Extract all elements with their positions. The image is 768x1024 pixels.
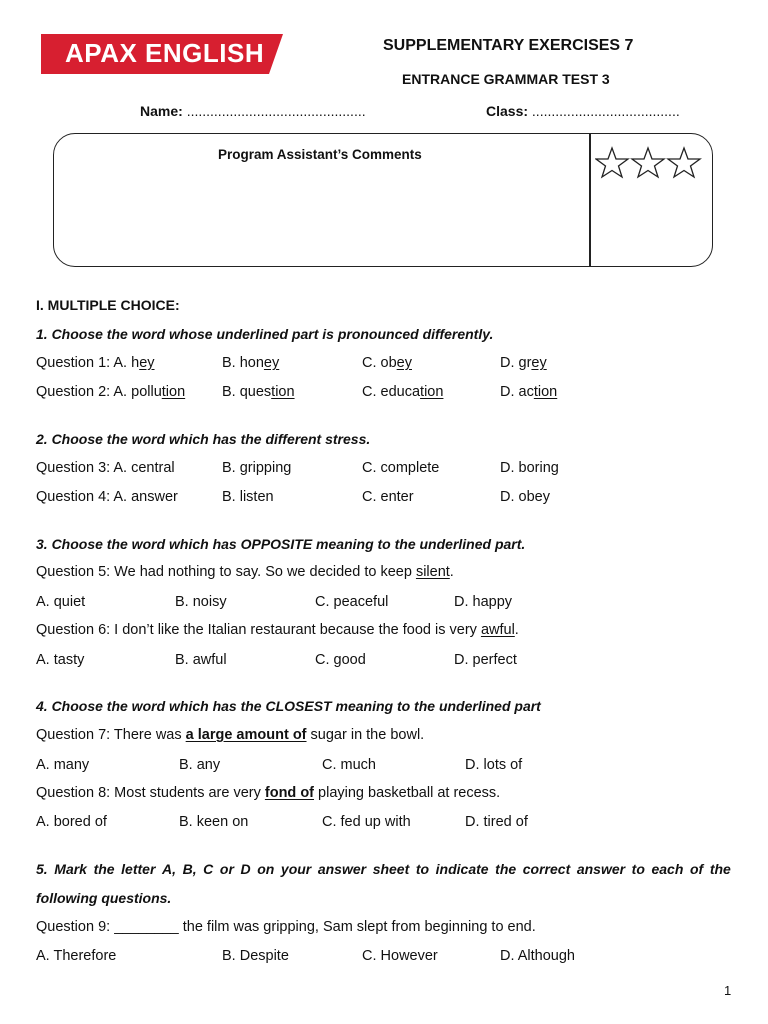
- question-3-option-b: B. gripping: [222, 460, 292, 476]
- question-5-option-c: C. peaceful: [315, 594, 389, 610]
- star-outline-icon[interactable]: [596, 148, 628, 177]
- logo-text: APAX ENGLISH: [65, 38, 265, 68]
- question-1-option-c: C. obey: [362, 355, 412, 371]
- part3-instruction: 3. Choose the word which has OPPOSITE meaning to the underlined part.: [36, 536, 526, 552]
- rating-stars[interactable]: [595, 146, 709, 182]
- comments-box: [53, 133, 713, 267]
- question-9-blank[interactable]: ________: [114, 919, 179, 935]
- question-6-option-a: A. tasty: [36, 652, 85, 668]
- question-6-option-d: D. perfect: [454, 652, 517, 668]
- part4-instruction: 4. Choose the word which has the CLOSEST meaning to the underlined part: [36, 698, 541, 714]
- question-8-option-c: C. fed up with: [322, 814, 411, 830]
- question-8-option-a: A. bored of: [36, 814, 107, 830]
- part1-instruction: 1. Choose the word whose underlined part is pronounced differently.: [36, 326, 494, 342]
- star-outline-icon[interactable]: [668, 148, 700, 177]
- name-label: Name:: [140, 103, 183, 119]
- class-blank[interactable]: ......................................: [531, 103, 680, 119]
- question-7-option-a: A. many: [36, 757, 90, 773]
- question-7-option-c: C. much: [322, 757, 376, 773]
- part5-instruction: 5. Mark the letter A, B, C or D on your answer sheet to indicate the correct answer to each of the: [36, 861, 731, 877]
- question-6-stem: Question 6: I don’t like the Italian restaurant because the food is very awful.: [36, 622, 519, 638]
- question-3-option-a: Question 3: A. central: [36, 460, 175, 476]
- document-title: SUPPLEMENTARY EXERCISES 7: [383, 37, 634, 54]
- class-label: Class:: [486, 103, 529, 119]
- question-6-option-b: B. awful: [175, 652, 227, 668]
- question-1-option-a: Question 1: A. hey: [36, 355, 155, 371]
- question-7-option-d: D. lots of: [465, 757, 523, 773]
- question-9-option-d: D. Although: [500, 948, 575, 964]
- question-3-option-c: C. complete: [362, 460, 440, 476]
- class-field[interactable]: [486, 103, 680, 119]
- section-heading: I. MULTIPLE CHOICE:: [36, 297, 180, 313]
- question-2-option-a: Question 2: A. pollution: [36, 384, 186, 400]
- question-4-option-a: Question 4: A. answer: [36, 489, 178, 505]
- part2-instruction: 2. Choose the word which has the different stress.: [36, 431, 371, 447]
- question-8-option-d: D. tired of: [465, 814, 528, 830]
- question-9-option-c: C. However: [362, 948, 438, 964]
- question-9-option-a: A. Therefore: [36, 948, 117, 964]
- question-9-stem: Question 9: ________ the film was gripping, Sam slept from beginning to end.: [36, 919, 536, 935]
- question-2-option-b: B. question: [222, 384, 295, 400]
- question-2-option-c: C. education: [362, 384, 444, 400]
- comments-divider: [589, 134, 591, 266]
- question-6-option-c: C. good: [315, 652, 366, 668]
- question-5-option-b: B. noisy: [175, 594, 227, 610]
- question-8-option-b: B. keen on: [179, 814, 249, 830]
- question-3-option-d: D. boring: [500, 460, 559, 476]
- question-4-option-d: D. obey: [500, 489, 550, 505]
- question-7-stem: Question 7: There was a large amount of sugar in the bowl.: [36, 727, 425, 743]
- question-5-option-a: A. quiet: [36, 594, 86, 610]
- apax-english-logo: [41, 34, 283, 74]
- question-5-stem: Question 5: We had nothing to say. So we decided to keep silent.: [36, 564, 454, 580]
- question-4-option-b: B. listen: [222, 489, 274, 505]
- part5-instruction-line2: following questions.: [36, 890, 172, 906]
- question-2-option-d: D. action: [500, 384, 558, 400]
- name-field[interactable]: [140, 103, 366, 119]
- star-outline-icon[interactable]: [632, 148, 664, 177]
- question-1-option-d: D. grey: [500, 355, 547, 371]
- comments-title: Program Assistant’s Comments: [218, 147, 422, 162]
- question-9-option-b: B. Despite: [222, 948, 289, 964]
- page-number: 1: [724, 983, 732, 998]
- question-4-option-c: C. enter: [362, 489, 414, 505]
- name-blank[interactable]: ..............................................: [186, 103, 366, 119]
- question-5-option-d: D. happy: [454, 594, 513, 610]
- question-7-option-b: B. any: [179, 757, 221, 773]
- document-subtitle: ENTRANCE GRAMMAR TEST 3: [402, 71, 610, 87]
- question-1-option-b: B. honey: [222, 355, 280, 371]
- question-8-stem: Question 8: Most students are very fond of playing basketball at recess.: [36, 785, 501, 801]
